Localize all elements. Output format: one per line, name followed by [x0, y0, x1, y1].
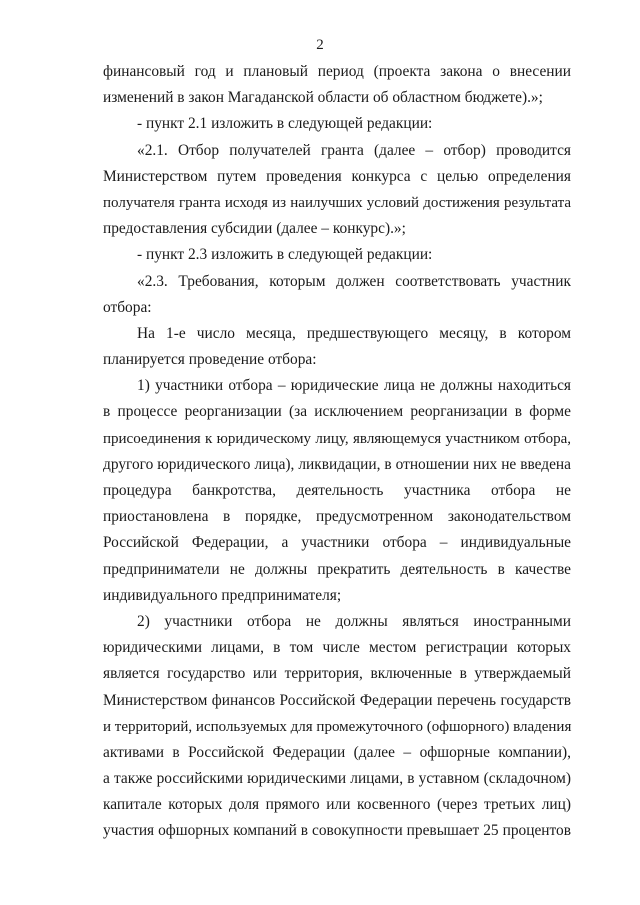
text-line: На 1-е число месяца, предшествующего месяцу, в котором — [137, 324, 571, 342]
text-line: - пункт 2.1 изложить в следующей редакции: — [137, 115, 433, 133]
text-line: планируется проведение отбора: — [103, 351, 317, 369]
text-line: получателя гранта исходя из наилучших условий достижения результата — [103, 194, 571, 211]
text-line: «2.1. Отбор получателей гранта (далее – отбор) проводится — [137, 141, 571, 159]
text-line: приостановлена в порядке, предусмотренном законодательством — [103, 508, 571, 526]
text-line: предоставления субсидии (далее – конкурс).»; — [103, 220, 406, 238]
text-line: отбора: — [103, 298, 152, 316]
text-line: Министерством финансов Российской Федерации перечень государств — [103, 691, 571, 709]
text-line: 2) участники отбора не должны являться иностранными — [137, 612, 571, 630]
text-line: процедура банкротства, деятельность участника отбора не — [103, 482, 571, 499]
text-line: предприниматели не должны прекратить деятельность в качестве — [103, 560, 571, 578]
text-line: в процессе реорганизации (за исключением реорганизации в форме — [103, 403, 571, 421]
text-line: другого юридического лица), ликвидации, в отношении них не введена — [103, 455, 571, 473]
document-body — [103, 59, 571, 845]
text-line: присоединения к юридическому лицу, являющемуся участником отбора, — [103, 430, 571, 447]
text-line: и территорий, используемых для промежуточного (офшорного) владения — [103, 718, 572, 735]
text-line: является государство или территория, включенные в утверждаемый — [103, 665, 571, 683]
text-line: активами в Российской Федерации (далее – офшорные компании), — [103, 743, 571, 761]
text-line: капитале которых доля прямого или косвенного (через третьих лиц) — [103, 796, 571, 814]
text-line: изменений в закон Магаданской области об областном бюджете).»; — [103, 89, 543, 107]
text-line: а также российскими юридическими лицами, в уставном (складочном) — [103, 770, 571, 788]
text-line: Российской Федерации, а участники отбора – индивидуальные — [103, 534, 571, 552]
text-line: «2.3. Требования, которым должен соответствовать участник — [137, 272, 571, 290]
page-number: 2 — [316, 37, 324, 53]
text-line: индивидуального предпринимателя; — [103, 586, 342, 604]
text-line: финансовый год и плановый период (проекта закона о внесении — [103, 63, 571, 80]
text-line: Министерством путем проведения конкурса с целью определения — [103, 167, 571, 185]
text-line: участия офшорных компаний в совокупности превышает 25 процентов — [103, 822, 571, 840]
text-line: 1) участники отбора – юридические лица не должны находиться — [137, 377, 571, 395]
text-line: - пункт 2.3 изложить в следующей редакции: — [137, 246, 433, 264]
text-line: юридическими лицами, в том числе местом регистрации которых — [103, 639, 571, 657]
